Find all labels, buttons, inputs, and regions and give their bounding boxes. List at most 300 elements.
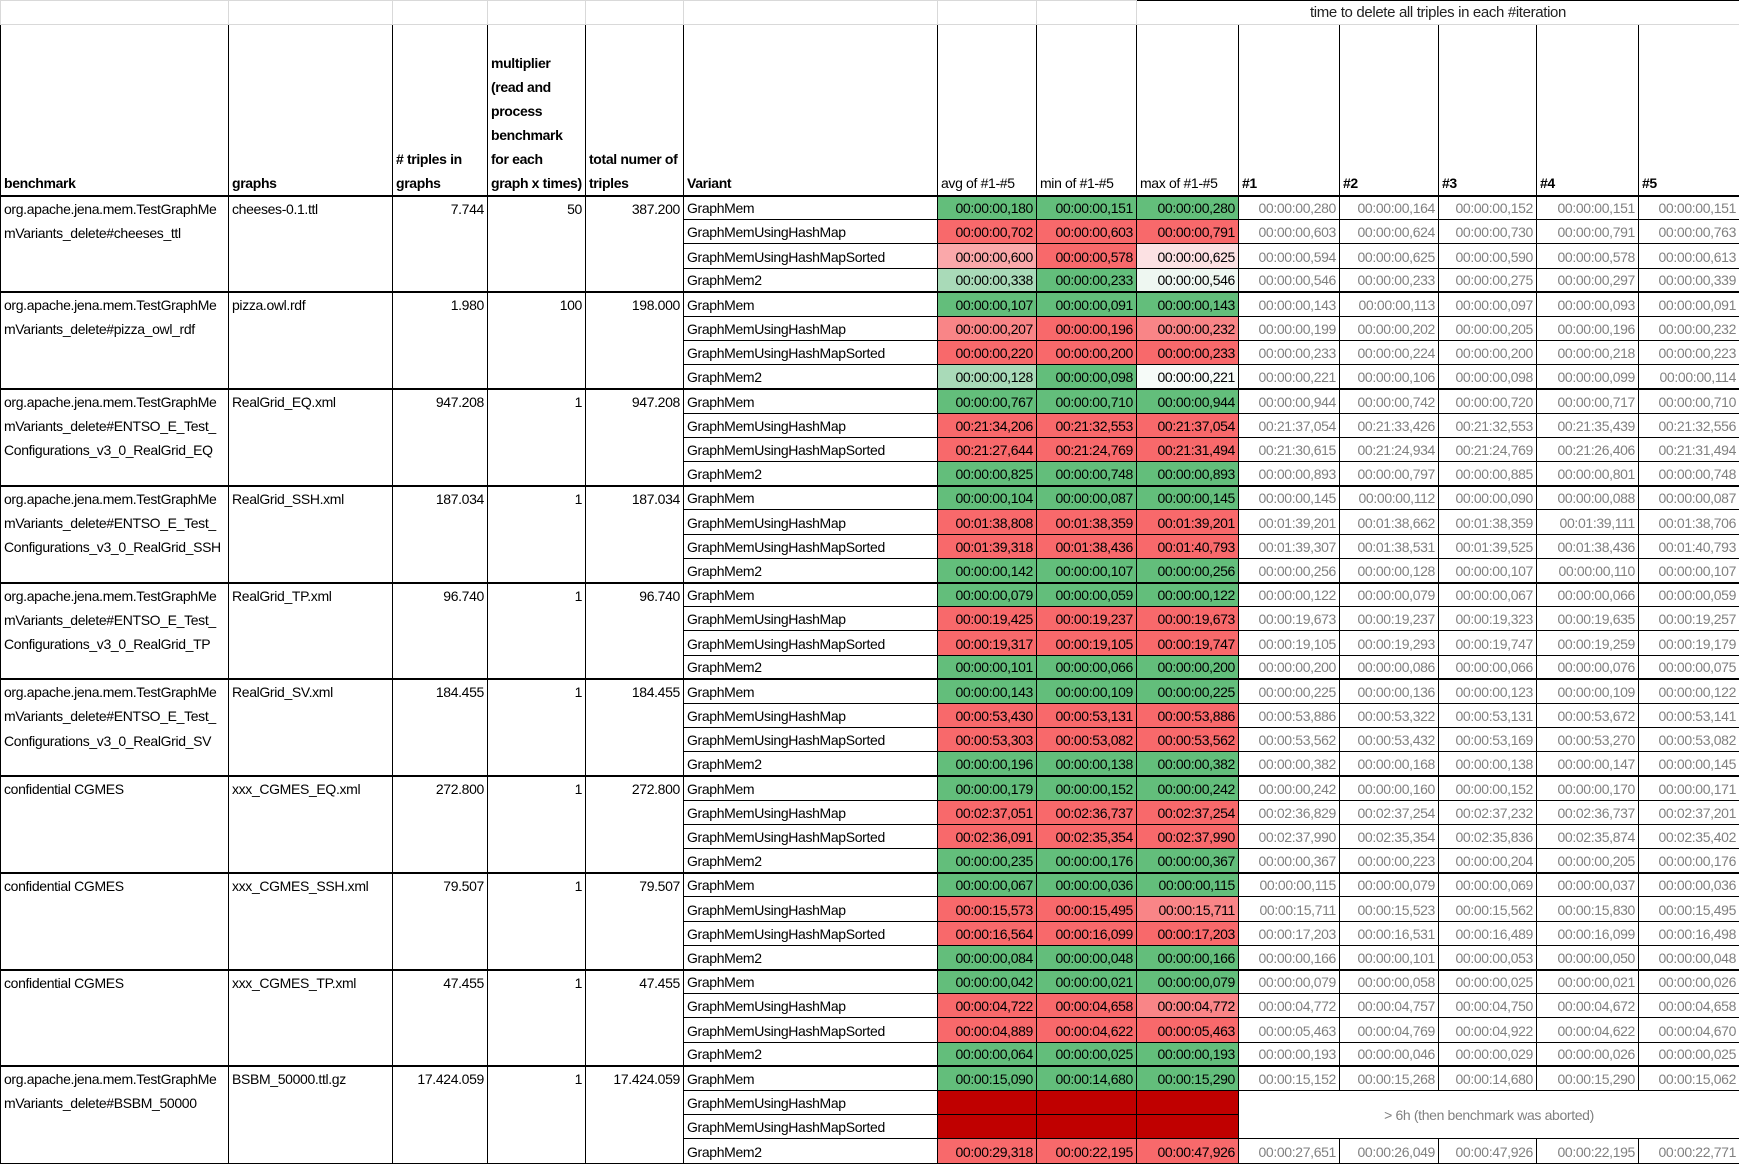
variant-cell[interactable]: GraphMemUsingHashMap [684, 607, 938, 631]
header-triples[interactable]: # triples in graphs [393, 25, 488, 196]
iteration-3-cell[interactable]: 00:01:39,525 [1439, 534, 1537, 558]
triples-cell[interactable]: 184.455 [393, 679, 488, 776]
total-triples-cell[interactable]: 387.200 [586, 196, 684, 293]
iteration-group-title[interactable]: time to delete all triples in each #iteration [1137, 1, 1739, 25]
min-cell[interactable]: 00:00:00,021 [1037, 970, 1137, 994]
benchmark-cell[interactable]: org.apache.jena.mem.TestGraphMemVariants_delete#ENTSO_E_Test_Configurations_v3_0_RealGrid_SV [1, 679, 229, 776]
iteration-3-cell[interactable]: 00:02:37,232 [1439, 800, 1537, 824]
iteration-1-cell[interactable]: 00:00:19,105 [1239, 631, 1340, 655]
avg-cell[interactable]: 00:00:00,101 [938, 655, 1037, 679]
variant-cell[interactable]: GraphMemUsingHashMapSorted [684, 534, 938, 558]
iteration-1-cell[interactable]: 00:21:37,054 [1239, 413, 1340, 437]
avg-cell[interactable]: 00:00:16,564 [938, 921, 1037, 945]
iteration-1-cell[interactable]: 00:00:00,603 [1239, 220, 1340, 244]
iteration-3-cell[interactable]: 00:00:00,097 [1439, 292, 1537, 316]
iteration-4-cell[interactable]: 00:00:00,066 [1537, 583, 1639, 607]
iteration-5-cell[interactable]: 00:00:00,613 [1639, 244, 1739, 268]
graph-cell[interactable]: RealGrid_SV.xml [229, 679, 393, 776]
total-triples-cell[interactable]: 184.455 [586, 679, 684, 776]
iteration-4-cell[interactable]: 00:00:00,109 [1537, 679, 1639, 703]
header-iteration-3[interactable]: #3 [1439, 25, 1537, 196]
min-cell[interactable]: 00:00:14,680 [1037, 1066, 1137, 1090]
min-cell[interactable]: 00:02:35,354 [1037, 824, 1137, 848]
header-variant[interactable]: Variant [684, 25, 938, 196]
iteration-3-cell[interactable]: 00:00:53,131 [1439, 703, 1537, 727]
max-cell[interactable]: 00:00:00,382 [1137, 752, 1239, 776]
avg-cell[interactable]: 00:21:27,644 [938, 437, 1037, 461]
iteration-3-cell[interactable]: 00:02:35,836 [1439, 824, 1537, 848]
max-cell[interactable]: 00:00:17,203 [1137, 921, 1239, 945]
iteration-2-cell[interactable]: 00:00:00,202 [1340, 316, 1439, 340]
total-triples-cell[interactable]: 17.424.059 [586, 1066, 684, 1163]
iteration-5-cell[interactable]: 00:00:00,059 [1639, 583, 1739, 607]
avg-cell[interactable]: 00:01:38,808 [938, 510, 1037, 534]
iteration-2-cell[interactable]: 00:00:16,531 [1340, 921, 1439, 945]
max-cell[interactable]: 00:00:00,143 [1137, 292, 1239, 316]
max-cell[interactable]: 00:00:19,673 [1137, 607, 1239, 631]
max-cell[interactable]: 00:00:53,562 [1137, 728, 1239, 752]
avg-cell[interactable]: 00:00:00,128 [938, 365, 1037, 389]
avg-cell[interactable]: 00:00:00,107 [938, 292, 1037, 316]
variant-cell[interactable]: GraphMem [684, 776, 938, 800]
iteration-1-cell[interactable]: 00:21:30,615 [1239, 437, 1340, 461]
iteration-1-cell[interactable]: 00:00:19,673 [1239, 607, 1340, 631]
max-cell[interactable]: 00:00:00,625 [1137, 244, 1239, 268]
iteration-2-cell[interactable]: 00:00:00,058 [1340, 970, 1439, 994]
iteration-2-cell[interactable]: 00:00:15,268 [1340, 1066, 1439, 1090]
iteration-5-cell[interactable]: 00:00:53,141 [1639, 703, 1739, 727]
header-avg[interactable]: avg of #1-#5 [938, 25, 1037, 196]
iteration-5-cell[interactable]: 00:00:00,025 [1639, 1042, 1739, 1066]
iteration-5-cell[interactable]: 00:00:00,763 [1639, 220, 1739, 244]
iteration-1-cell[interactable]: 00:00:53,886 [1239, 703, 1340, 727]
iteration-4-cell[interactable]: 00:00:15,290 [1537, 1066, 1639, 1090]
variant-cell[interactable]: GraphMem2 [684, 1139, 938, 1163]
iteration-5-cell[interactable]: 00:00:00,114 [1639, 365, 1739, 389]
header-max[interactable]: max of #1-#5 [1137, 25, 1239, 196]
graph-cell[interactable]: RealGrid_SSH.xml [229, 486, 393, 583]
iteration-2-cell[interactable]: 00:00:00,046 [1340, 1042, 1439, 1066]
iteration-5-cell[interactable]: 00:00:15,495 [1639, 897, 1739, 921]
iteration-5-cell[interactable]: 00:00:00,075 [1639, 655, 1739, 679]
header-total[interactable]: total numer of triples [586, 25, 684, 196]
iteration-4-cell[interactable]: 00:00:00,801 [1537, 462, 1639, 486]
benchmark-cell[interactable]: org.apache.jena.mem.TestGraphMemVariants_delete#ENTSO_E_Test_Configurations_v3_0_RealGrid_SSH [1, 486, 229, 583]
iteration-1-cell[interactable]: 00:01:39,307 [1239, 534, 1340, 558]
max-cell[interactable]: 00:00:04,772 [1137, 994, 1239, 1018]
iteration-5-cell[interactable]: 00:00:00,223 [1639, 341, 1739, 365]
iteration-3-cell[interactable]: 00:00:16,489 [1439, 921, 1537, 945]
min-cell[interactable]: 00:00:00,603 [1037, 220, 1137, 244]
iteration-3-cell[interactable]: 00:00:04,922 [1439, 1018, 1537, 1042]
avg-cell[interactable]: 00:00:00,235 [938, 849, 1037, 873]
triples-cell[interactable]: 272.800 [393, 776, 488, 873]
iteration-4-cell[interactable]: 00:00:00,026 [1537, 1042, 1639, 1066]
benchmark-cell[interactable]: org.apache.jena.mem.TestGraphMemVariants_delete#cheeses_ttl [1, 196, 229, 293]
iteration-4-cell[interactable]: 00:21:26,406 [1537, 437, 1639, 461]
avg-cell[interactable]: 00:00:19,317 [938, 631, 1037, 655]
iteration-5-cell[interactable]: 00:00:00,710 [1639, 389, 1739, 413]
iteration-5-cell[interactable]: 00:00:19,257 [1639, 607, 1739, 631]
iteration-5-cell[interactable]: 00:00:00,036 [1639, 873, 1739, 897]
triples-cell[interactable]: 47.455 [393, 970, 488, 1067]
header-benchmark[interactable]: benchmark [1, 25, 229, 196]
variant-cell[interactable]: GraphMem2 [684, 268, 938, 292]
variant-cell[interactable]: GraphMem2 [684, 945, 938, 969]
benchmark-cell[interactable]: org.apache.jena.mem.TestGraphMemVariants_delete#ENTSO_E_Test_Configurations_v3_0_RealGrid_TP [1, 583, 229, 680]
min-cell[interactable]: 00:00:00,710 [1037, 389, 1137, 413]
iteration-2-cell[interactable]: 00:00:53,432 [1340, 728, 1439, 752]
graph-cell[interactable]: pizza.owl.rdf [229, 292, 393, 389]
max-cell[interactable]: 00:00:00,367 [1137, 849, 1239, 873]
iteration-3-cell[interactable]: 00:00:00,107 [1439, 558, 1537, 582]
multiplier-cell[interactable]: 1 [488, 776, 586, 873]
min-cell[interactable]: 00:02:36,737 [1037, 800, 1137, 824]
benchmark-cell[interactable]: confidential CGMES [1, 970, 229, 1067]
min-cell[interactable] [1037, 1115, 1137, 1139]
iteration-1-cell[interactable]: 00:00:00,225 [1239, 679, 1340, 703]
iteration-4-cell[interactable]: 00:00:00,088 [1537, 486, 1639, 510]
empty-cell[interactable] [938, 1, 1037, 25]
iteration-4-cell[interactable]: 00:01:38,436 [1537, 534, 1639, 558]
iteration-2-cell[interactable]: 00:00:00,742 [1340, 389, 1439, 413]
iteration-4-cell[interactable]: 00:00:00,196 [1537, 316, 1639, 340]
variant-cell[interactable]: GraphMem2 [684, 462, 938, 486]
variant-cell[interactable]: GraphMem [684, 873, 938, 897]
iteration-5-cell[interactable]: 00:00:00,171 [1639, 776, 1739, 800]
variant-cell[interactable]: GraphMem [684, 679, 938, 703]
max-cell[interactable]: 00:00:00,893 [1137, 462, 1239, 486]
max-cell[interactable]: 00:01:39,201 [1137, 510, 1239, 534]
avg-cell[interactable]: 00:00:00,220 [938, 341, 1037, 365]
iteration-4-cell[interactable]: 00:00:16,099 [1537, 921, 1639, 945]
iteration-4-cell[interactable]: 00:00:00,099 [1537, 365, 1639, 389]
empty-cell[interactable] [393, 1, 488, 25]
iteration-2-cell[interactable]: 00:00:00,224 [1340, 341, 1439, 365]
variant-cell[interactable]: GraphMem2 [684, 558, 938, 582]
max-cell[interactable]: 00:00:00,791 [1137, 220, 1239, 244]
avg-cell[interactable]: 00:00:00,104 [938, 486, 1037, 510]
iteration-4-cell[interactable]: 00:00:00,037 [1537, 873, 1639, 897]
iteration-2-cell[interactable]: 00:00:00,624 [1340, 220, 1439, 244]
avg-cell[interactable]: 00:00:00,042 [938, 970, 1037, 994]
iteration-4-cell[interactable]: 00:00:00,151 [1537, 196, 1639, 220]
min-cell[interactable]: 00:00:00,109 [1037, 679, 1137, 703]
iteration-1-cell[interactable]: 00:00:00,199 [1239, 316, 1340, 340]
iteration-4-cell[interactable]: 00:00:00,205 [1537, 849, 1639, 873]
iteration-5-cell[interactable]: 00:00:00,151 [1639, 196, 1739, 220]
multiplier-cell[interactable]: 1 [488, 486, 586, 583]
iteration-2-cell[interactable]: 00:00:00,106 [1340, 365, 1439, 389]
header-iteration-4[interactable]: #4 [1537, 25, 1639, 196]
iteration-1-cell[interactable]: 00:00:00,221 [1239, 365, 1340, 389]
iteration-5-cell[interactable]: 00:21:32,556 [1639, 413, 1739, 437]
iteration-4-cell[interactable]: 00:00:00,147 [1537, 752, 1639, 776]
iteration-2-cell[interactable]: 00:02:35,354 [1340, 824, 1439, 848]
avg-cell[interactable]: 00:00:00,196 [938, 752, 1037, 776]
min-cell[interactable]: 00:01:38,359 [1037, 510, 1137, 534]
iteration-4-cell[interactable]: 00:00:15,830 [1537, 897, 1639, 921]
iteration-5-cell[interactable]: 00:02:37,201 [1639, 800, 1739, 824]
iteration-2-cell[interactable]: 00:00:00,079 [1340, 873, 1439, 897]
iteration-4-cell[interactable]: 00:00:04,672 [1537, 994, 1639, 1018]
iteration-1-cell[interactable]: 00:00:00,115 [1239, 873, 1340, 897]
max-cell[interactable]: 00:00:00,242 [1137, 776, 1239, 800]
variant-cell[interactable]: GraphMem2 [684, 655, 938, 679]
iteration-1-cell[interactable]: 00:00:00,079 [1239, 970, 1340, 994]
iteration-4-cell[interactable]: 00:02:36,737 [1537, 800, 1639, 824]
variant-cell[interactable]: GraphMemUsingHashMapSorted [684, 728, 938, 752]
triples-cell[interactable]: 7.744 [393, 196, 488, 293]
avg-cell[interactable]: 00:00:00,767 [938, 389, 1037, 413]
triples-cell[interactable]: 79.507 [393, 873, 488, 970]
min-cell[interactable]: 00:00:00,196 [1037, 316, 1137, 340]
header-min[interactable]: min of #1-#5 [1037, 25, 1137, 196]
min-cell[interactable]: 00:00:53,082 [1037, 728, 1137, 752]
iteration-1-cell[interactable]: 00:00:00,256 [1239, 558, 1340, 582]
iteration-1-cell[interactable]: 00:00:00,233 [1239, 341, 1340, 365]
multiplier-cell[interactable]: 50 [488, 196, 586, 293]
iteration-3-cell[interactable]: 00:00:00,098 [1439, 365, 1537, 389]
benchmark-cell[interactable]: org.apache.jena.mem.TestGraphMemVariants_delete#pizza_owl_rdf [1, 292, 229, 389]
variant-cell[interactable]: GraphMemUsingHashMapSorted [684, 341, 938, 365]
max-cell[interactable]: 00:02:37,254 [1137, 800, 1239, 824]
variant-cell[interactable]: GraphMem [684, 1066, 938, 1090]
max-cell[interactable]: 00:01:40,793 [1137, 534, 1239, 558]
iteration-3-cell[interactable]: 00:00:00,053 [1439, 945, 1537, 969]
min-cell[interactable]: 00:00:00,176 [1037, 849, 1137, 873]
iteration-5-cell[interactable]: 00:00:19,179 [1639, 631, 1739, 655]
iteration-1-cell[interactable]: 00:00:00,242 [1239, 776, 1340, 800]
multiplier-cell[interactable]: 1 [488, 679, 586, 776]
iteration-5-cell[interactable]: 00:00:00,107 [1639, 558, 1739, 582]
iteration-5-cell[interactable]: 00:00:00,232 [1639, 316, 1739, 340]
iteration-3-cell[interactable]: 00:00:00,205 [1439, 316, 1537, 340]
triples-cell[interactable]: 96.740 [393, 583, 488, 680]
variant-cell[interactable]: GraphMemUsingHashMap [684, 220, 938, 244]
max-cell[interactable] [1137, 1090, 1239, 1114]
iteration-4-cell[interactable]: 00:02:35,874 [1537, 824, 1639, 848]
iteration-4-cell[interactable]: 00:00:19,635 [1537, 607, 1639, 631]
avg-cell[interactable]: 00:00:00,143 [938, 679, 1037, 703]
min-cell[interactable]: 00:00:22,195 [1037, 1139, 1137, 1163]
variant-cell[interactable]: GraphMem [684, 970, 938, 994]
iteration-1-cell[interactable]: 00:00:15,711 [1239, 897, 1340, 921]
variant-cell[interactable]: GraphMemUsingHashMapSorted [684, 244, 938, 268]
avg-cell[interactable]: 00:00:00,180 [938, 196, 1037, 220]
iteration-4-cell[interactable]: 00:00:00,578 [1537, 244, 1639, 268]
avg-cell[interactable]: 00:00:00,067 [938, 873, 1037, 897]
variant-cell[interactable]: GraphMemUsingHashMap [684, 703, 938, 727]
min-cell[interactable]: 00:00:00,151 [1037, 196, 1137, 220]
iteration-4-cell[interactable]: 00:00:00,297 [1537, 268, 1639, 292]
iteration-3-cell[interactable]: 00:00:00,090 [1439, 486, 1537, 510]
iteration-3-cell[interactable]: 00:00:00,590 [1439, 244, 1537, 268]
graph-cell[interactable]: cheeses-0.1.ttl [229, 196, 393, 293]
iteration-3-cell[interactable]: 00:00:00,200 [1439, 341, 1537, 365]
min-cell[interactable]: 00:00:00,059 [1037, 583, 1137, 607]
empty-cell[interactable] [586, 1, 684, 25]
iteration-4-cell[interactable]: 00:00:00,050 [1537, 945, 1639, 969]
iteration-2-cell[interactable]: 00:01:38,662 [1340, 510, 1439, 534]
iteration-1-cell[interactable]: 00:00:00,382 [1239, 752, 1340, 776]
graph-cell[interactable]: RealGrid_EQ.xml [229, 389, 393, 486]
iteration-5-cell[interactable]: 00:00:00,122 [1639, 679, 1739, 703]
iteration-1-cell[interactable]: 00:00:00,143 [1239, 292, 1340, 316]
total-triples-cell[interactable]: 198.000 [586, 292, 684, 389]
variant-cell[interactable]: GraphMem [684, 583, 938, 607]
iteration-1-cell[interactable]: 00:00:00,546 [1239, 268, 1340, 292]
iteration-1-cell[interactable]: 00:00:05,463 [1239, 1018, 1340, 1042]
max-cell[interactable]: 00:21:31,494 [1137, 437, 1239, 461]
iteration-1-cell[interactable]: 00:00:53,562 [1239, 728, 1340, 752]
iteration-3-cell[interactable]: 00:00:00,069 [1439, 873, 1537, 897]
avg-cell[interactable]: 00:01:39,318 [938, 534, 1037, 558]
min-cell[interactable]: 00:00:00,233 [1037, 268, 1137, 292]
max-cell[interactable]: 00:00:00,079 [1137, 970, 1239, 994]
max-cell[interactable]: 00:00:00,166 [1137, 945, 1239, 969]
iteration-3-cell[interactable]: 00:00:00,025 [1439, 970, 1537, 994]
max-cell[interactable]: 00:00:47,926 [1137, 1139, 1239, 1163]
min-cell[interactable]: 00:00:19,105 [1037, 631, 1137, 655]
iteration-5-cell[interactable]: 00:02:35,402 [1639, 824, 1739, 848]
avg-cell[interactable]: 00:00:19,425 [938, 607, 1037, 631]
iteration-3-cell[interactable]: 00:00:00,730 [1439, 220, 1537, 244]
iteration-3-cell[interactable]: 00:00:00,720 [1439, 389, 1537, 413]
iteration-1-cell[interactable]: 00:00:00,166 [1239, 945, 1340, 969]
iteration-3-cell[interactable]: 00:00:19,747 [1439, 631, 1537, 655]
empty-cell[interactable] [1, 1, 229, 25]
iteration-5-cell[interactable]: 00:00:04,658 [1639, 994, 1739, 1018]
max-cell[interactable]: 00:00:00,256 [1137, 558, 1239, 582]
triples-cell[interactable]: 1.980 [393, 292, 488, 389]
iteration-2-cell[interactable]: 00:00:00,079 [1340, 583, 1439, 607]
total-triples-cell[interactable]: 272.800 [586, 776, 684, 873]
triples-cell[interactable]: 187.034 [393, 486, 488, 583]
iteration-3-cell[interactable]: 00:00:00,204 [1439, 849, 1537, 873]
iteration-3-cell[interactable]: 00:00:00,275 [1439, 268, 1537, 292]
max-cell[interactable]: 00:00:00,145 [1137, 486, 1239, 510]
iteration-2-cell[interactable]: 00:01:38,531 [1340, 534, 1439, 558]
iteration-1-cell[interactable]: 00:01:39,201 [1239, 510, 1340, 534]
iteration-3-cell[interactable]: 00:00:19,323 [1439, 607, 1537, 631]
iteration-5-cell[interactable]: 00:00:00,091 [1639, 292, 1739, 316]
variant-cell[interactable]: GraphMemUsingHashMapSorted [684, 824, 938, 848]
avg-cell[interactable]: 00:00:00,064 [938, 1042, 1037, 1066]
multiplier-cell[interactable]: 1 [488, 583, 586, 680]
iteration-3-cell[interactable]: 00:00:15,562 [1439, 897, 1537, 921]
avg-cell[interactable]: 00:00:15,090 [938, 1066, 1037, 1090]
variant-cell[interactable]: GraphMem [684, 486, 938, 510]
max-cell[interactable]: 00:00:00,193 [1137, 1042, 1239, 1066]
min-cell[interactable]: 00:00:00,098 [1037, 365, 1137, 389]
iteration-3-cell[interactable]: 00:00:00,067 [1439, 583, 1537, 607]
min-cell[interactable]: 00:01:38,436 [1037, 534, 1137, 558]
min-cell[interactable]: 00:00:00,087 [1037, 486, 1137, 510]
multiplier-cell[interactable]: 1 [488, 873, 586, 970]
avg-cell[interactable]: 00:02:37,051 [938, 800, 1037, 824]
iteration-1-cell[interactable]: 00:02:36,829 [1239, 800, 1340, 824]
max-cell[interactable]: 00:00:00,225 [1137, 679, 1239, 703]
iteration-2-cell[interactable]: 00:00:00,113 [1340, 292, 1439, 316]
iteration-2-cell[interactable]: 00:00:00,164 [1340, 196, 1439, 220]
iteration-3-cell[interactable]: 00:00:00,152 [1439, 196, 1537, 220]
multiplier-cell[interactable]: 100 [488, 292, 586, 389]
iteration-2-cell[interactable]: 00:00:00,086 [1340, 655, 1439, 679]
max-cell[interactable]: 00:00:00,122 [1137, 583, 1239, 607]
iteration-2-cell[interactable]: 00:00:00,112 [1340, 486, 1439, 510]
variant-cell[interactable]: GraphMemUsingHashMapSorted [684, 1018, 938, 1042]
iteration-5-cell[interactable]: 00:00:04,670 [1639, 1018, 1739, 1042]
variant-cell[interactable]: GraphMem [684, 389, 938, 413]
iteration-2-cell[interactable]: 00:00:19,237 [1340, 607, 1439, 631]
max-cell[interactable]: 00:00:15,290 [1137, 1066, 1239, 1090]
min-cell[interactable]: 00:00:19,237 [1037, 607, 1137, 631]
iteration-5-cell[interactable]: 00:00:00,145 [1639, 752, 1739, 776]
total-triples-cell[interactable]: 947.208 [586, 389, 684, 486]
max-cell[interactable]: 00:00:00,546 [1137, 268, 1239, 292]
iteration-1-cell[interactable]: 00:00:00,367 [1239, 849, 1340, 873]
min-cell[interactable] [1037, 1090, 1137, 1114]
avg-cell[interactable]: 00:00:00,338 [938, 268, 1037, 292]
empty-cell[interactable] [488, 1, 586, 25]
iteration-4-cell[interactable]: 00:00:22,195 [1537, 1139, 1639, 1163]
iteration-5-cell[interactable]: 00:00:00,176 [1639, 849, 1739, 873]
total-triples-cell[interactable]: 79.507 [586, 873, 684, 970]
iteration-4-cell[interactable]: 00:21:35,439 [1537, 413, 1639, 437]
avg-cell[interactable]: 00:00:53,430 [938, 703, 1037, 727]
avg-cell[interactable]: 00:00:00,084 [938, 945, 1037, 969]
iteration-4-cell[interactable]: 00:00:53,672 [1537, 703, 1639, 727]
iteration-1-cell[interactable]: 00:02:37,990 [1239, 824, 1340, 848]
max-cell[interactable]: 00:02:37,990 [1137, 824, 1239, 848]
variant-cell[interactable]: GraphMemUsingHashMap [684, 800, 938, 824]
min-cell[interactable]: 00:00:53,131 [1037, 703, 1137, 727]
min-cell[interactable]: 00:00:00,152 [1037, 776, 1137, 800]
iteration-4-cell[interactable]: 00:00:53,270 [1537, 728, 1639, 752]
iteration-3-cell[interactable]: 00:00:00,885 [1439, 462, 1537, 486]
empty-cell[interactable] [229, 1, 393, 25]
variant-cell[interactable]: GraphMemUsingHashMapSorted [684, 921, 938, 945]
avg-cell[interactable]: 00:00:15,573 [938, 897, 1037, 921]
max-cell[interactable]: 00:00:00,115 [1137, 873, 1239, 897]
variant-cell[interactable]: GraphMem [684, 196, 938, 220]
iteration-2-cell[interactable]: 00:00:00,223 [1340, 849, 1439, 873]
iteration-1-cell[interactable]: 00:00:00,944 [1239, 389, 1340, 413]
min-cell[interactable]: 00:00:00,036 [1037, 873, 1137, 897]
iteration-3-cell[interactable]: 00:00:14,680 [1439, 1066, 1537, 1090]
header-graphs[interactable]: graphs [229, 25, 393, 196]
multiplier-cell[interactable]: 1 [488, 389, 586, 486]
avg-cell[interactable]: 00:00:00,825 [938, 462, 1037, 486]
variant-cell[interactable]: GraphMemUsingHashMapSorted [684, 1115, 938, 1139]
triples-cell[interactable]: 17.424.059 [393, 1066, 488, 1163]
min-cell[interactable]: 00:00:00,025 [1037, 1042, 1137, 1066]
iteration-4-cell[interactable]: 00:00:00,170 [1537, 776, 1639, 800]
iteration-5-cell[interactable]: 00:00:16,498 [1639, 921, 1739, 945]
aborted-note[interactable]: > 6h (then benchmark was aborted) [1239, 1090, 1739, 1138]
iteration-4-cell[interactable]: 00:00:00,218 [1537, 341, 1639, 365]
avg-cell[interactable]: 00:02:36,091 [938, 824, 1037, 848]
avg-cell[interactable]: 00:00:00,600 [938, 244, 1037, 268]
graph-cell[interactable]: xxx_CGMES_EQ.xml [229, 776, 393, 873]
avg-cell[interactable]: 00:00:00,179 [938, 776, 1037, 800]
max-cell[interactable] [1137, 1115, 1239, 1139]
iteration-1-cell[interactable]: 00:00:00,893 [1239, 462, 1340, 486]
variant-cell[interactable]: GraphMemUsingHashMap [684, 413, 938, 437]
avg-cell[interactable]: 00:00:00,207 [938, 316, 1037, 340]
min-cell[interactable]: 00:00:00,578 [1037, 244, 1137, 268]
